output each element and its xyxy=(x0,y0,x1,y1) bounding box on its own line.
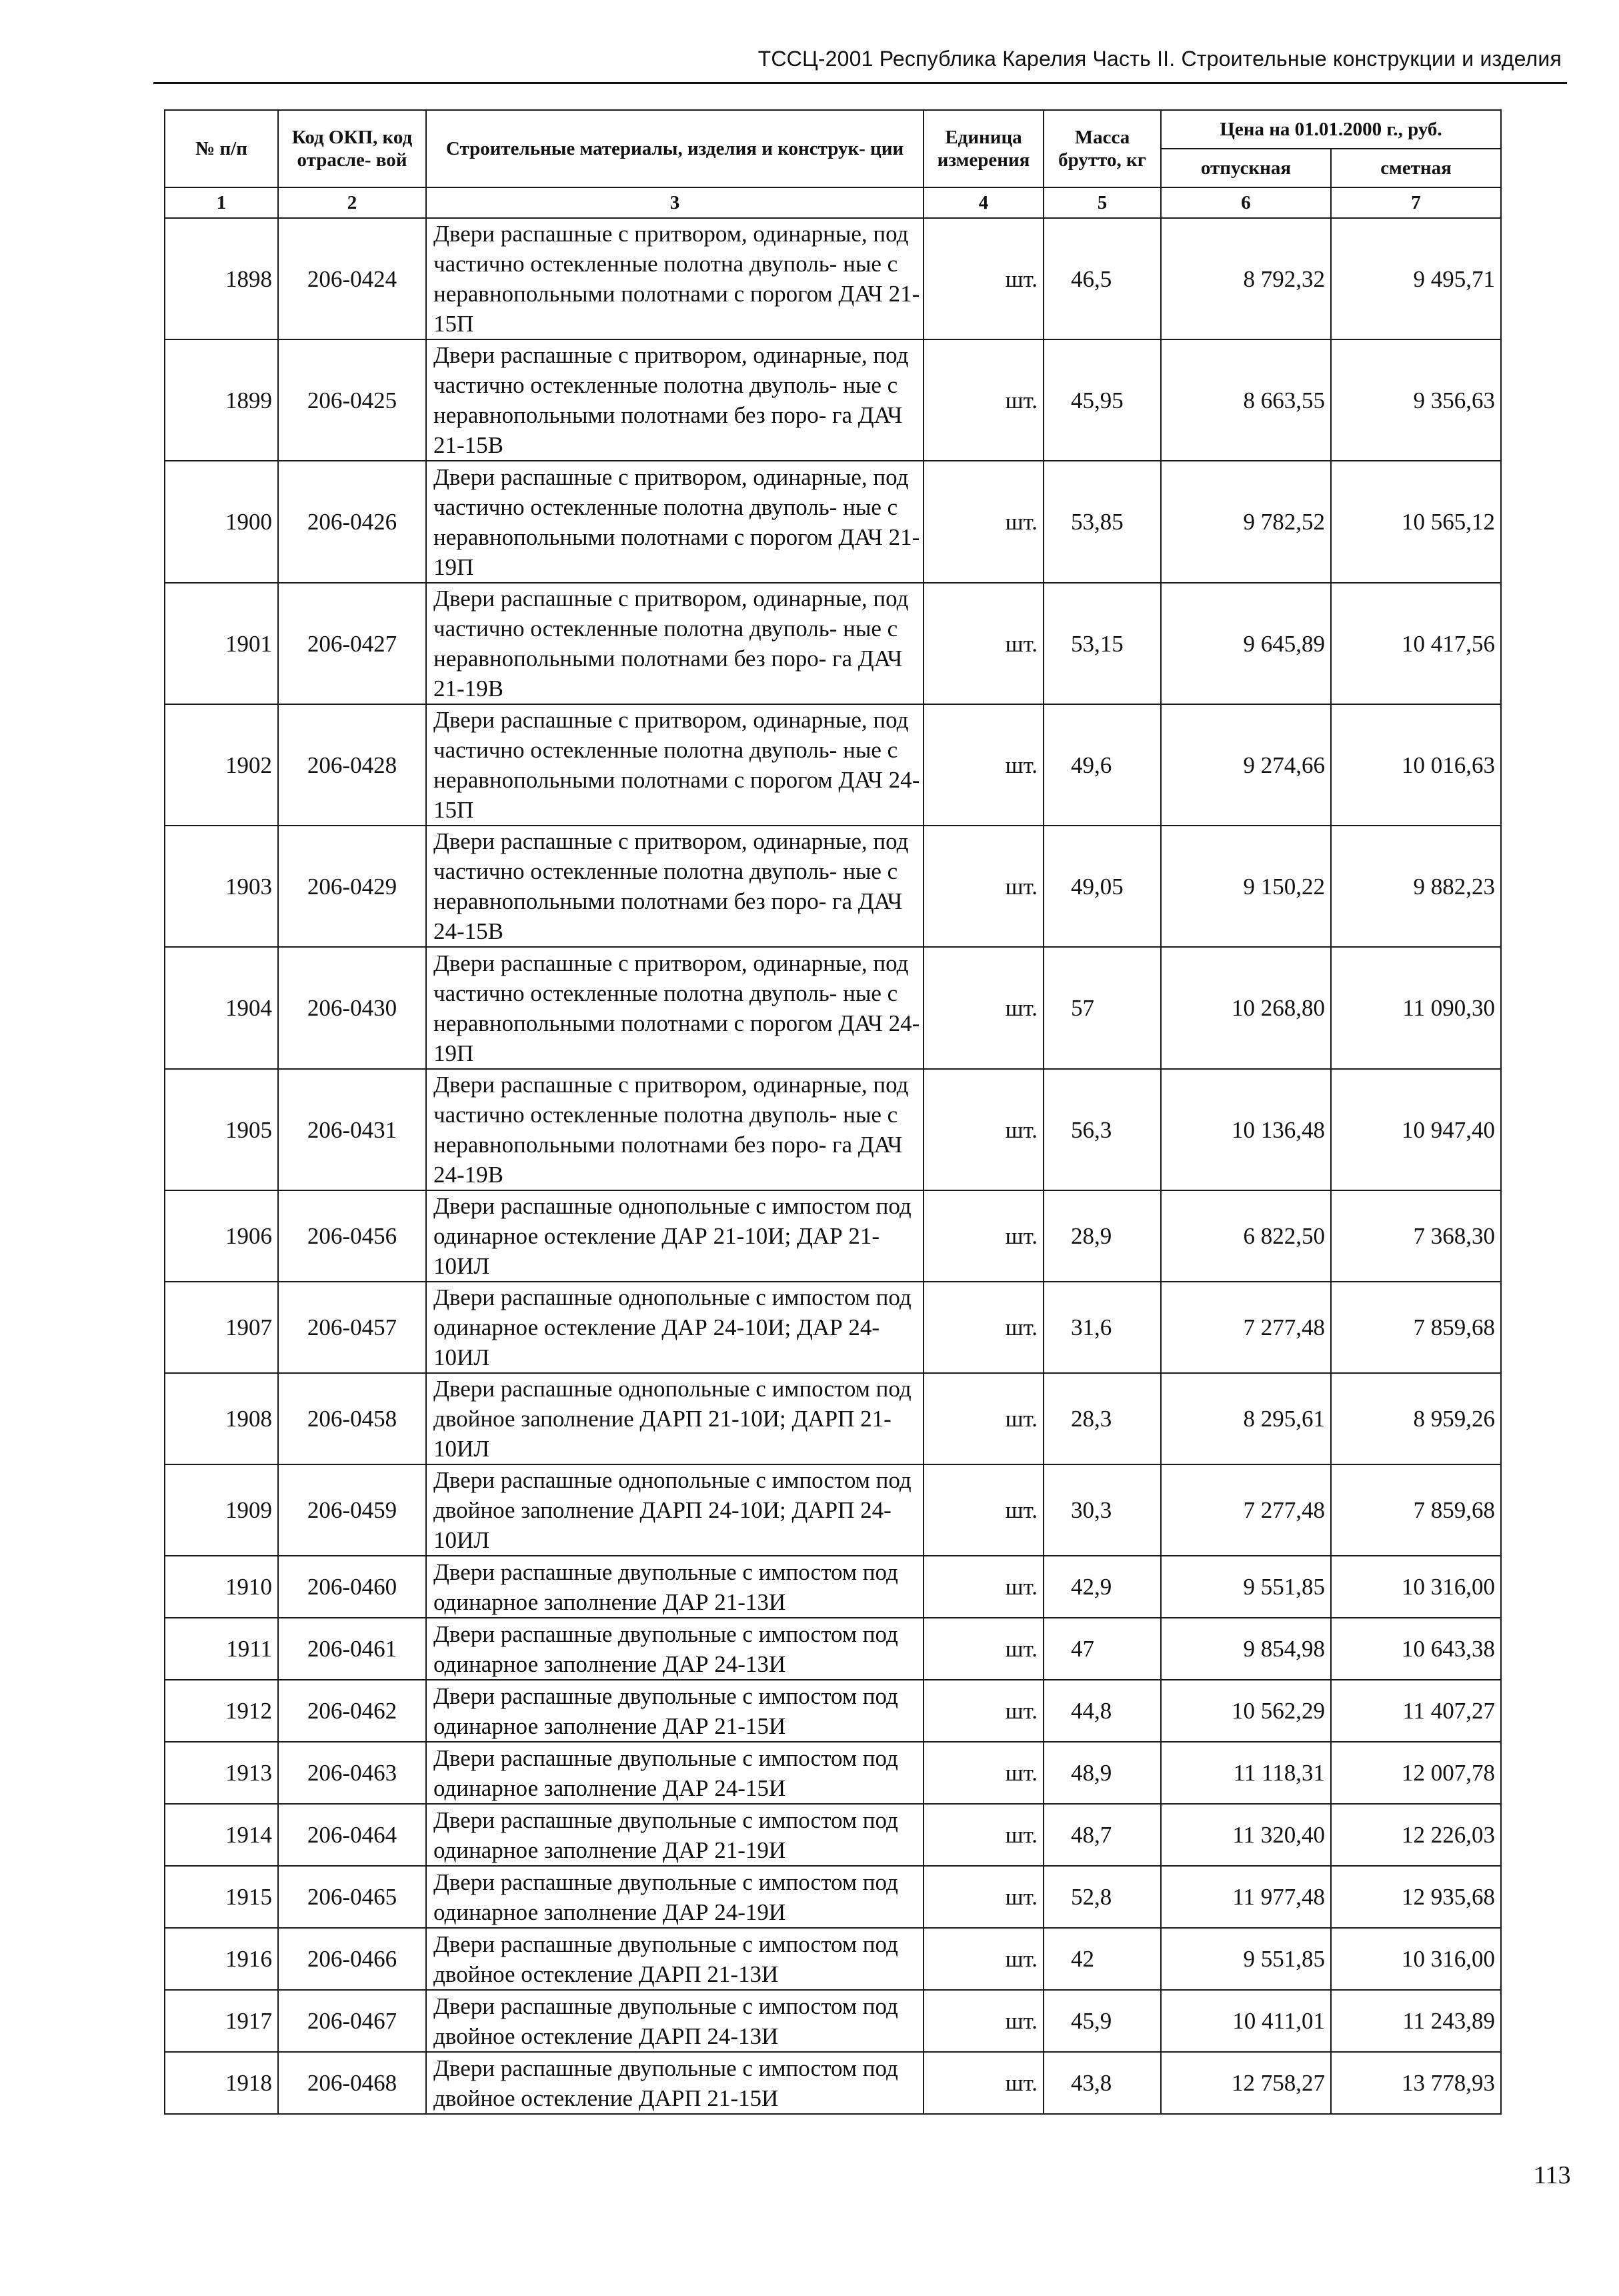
row-description: Двери распашные с притвором, одинарные, под частично остекленные полотна двуполь- ные с неравнопольными полотнами с порогом ДАЧ 21-19П xyxy=(426,461,924,583)
row-unit: шт. xyxy=(924,704,1044,826)
row-number: 1903 xyxy=(165,826,278,947)
row-mass: 30,3 xyxy=(1044,1464,1161,1556)
row-mass: 49,6 xyxy=(1044,704,1161,826)
row-price-release: 11 118,31 xyxy=(1161,1742,1331,1804)
row-mass: 28,3 xyxy=(1044,1373,1161,1464)
row-code: 206-0429 xyxy=(278,826,426,947)
row-price-estimate: 10 016,63 xyxy=(1331,704,1501,826)
column-number: 4 xyxy=(924,187,1044,218)
table-row xyxy=(165,1556,1501,1618)
table-row xyxy=(165,339,1501,461)
row-price-release: 7 277,48 xyxy=(1161,1464,1331,1556)
row-price-estimate: 13 778,93 xyxy=(1331,2052,1501,2114)
row-mass: 45,9 xyxy=(1044,1990,1161,2052)
header-unit: Единица измерения xyxy=(924,110,1044,187)
row-description: Двери распашные с притвором, одинарные, под частично остекленные полотна двуполь- ные с неравнопольными полотнами с порогом ДАЧ 21-15П xyxy=(426,218,924,339)
row-code: 206-0425 xyxy=(278,339,426,461)
row-unit: шт. xyxy=(924,1990,1044,2052)
row-price-estimate: 12 226,03 xyxy=(1331,1804,1501,1866)
row-unit: шт. xyxy=(924,1464,1044,1556)
row-unit: шт. xyxy=(924,1190,1044,1282)
row-description: Двери распашные с притвором, одинарные, под частично остекленные полотна двуполь- ные с неравнопольными полотнами с порогом ДАЧ 24-19П xyxy=(426,947,924,1069)
row-price-release: 9 274,66 xyxy=(1161,704,1331,826)
table-row xyxy=(165,1618,1501,1680)
table-row xyxy=(165,947,1501,1069)
header-rule xyxy=(153,82,1567,84)
row-mass: 46,5 xyxy=(1044,218,1161,339)
row-price-release: 11 977,48 xyxy=(1161,1866,1331,1928)
row-description: Двери распашные с притвором, одинарные, под частично остекленные полотна двуполь- ные с неравнопольными полотнами с порогом ДАЧ 24-15П xyxy=(426,704,924,826)
row-price-estimate: 10 643,38 xyxy=(1331,1618,1501,1680)
row-mass: 53,15 xyxy=(1044,583,1161,704)
row-price-estimate: 9 495,71 xyxy=(1331,218,1501,339)
row-unit: шт. xyxy=(924,1282,1044,1373)
running-header: ТССЦ-2001 Республика Карелия Часть II. Строительные конструкции и изделия xyxy=(757,47,1562,71)
table-row xyxy=(165,583,1501,704)
table-row xyxy=(165,1804,1501,1866)
row-price-release: 6 822,50 xyxy=(1161,1190,1331,1282)
row-unit: шт. xyxy=(924,1866,1044,1928)
row-unit: шт. xyxy=(924,461,1044,583)
row-price-estimate: 7 368,30 xyxy=(1331,1190,1501,1282)
row-code: 206-0457 xyxy=(278,1282,426,1373)
row-description: Двери распашные с притвором, одинарные, под частично остекленные полотна двуполь- ные с неравнопольными полотнами без поро- га ДАЧ 21-19В xyxy=(426,583,924,704)
row-description: Двери распашные с притвором, одинарные, под частично остекленные полотна двуполь- ные с неравнопольными полотнами без поро- га ДАЧ 24-19В xyxy=(426,1069,924,1190)
row-number: 1915 xyxy=(165,1866,278,1928)
row-code: 206-0467 xyxy=(278,1990,426,2052)
row-number: 1913 xyxy=(165,1742,278,1804)
row-unit: шт. xyxy=(924,583,1044,704)
row-unit: шт. xyxy=(924,826,1044,947)
row-unit: шт. xyxy=(924,947,1044,1069)
row-unit: шт. xyxy=(924,1804,1044,1866)
page-number: 113 xyxy=(1534,2161,1571,2189)
row-description: Двери распашные двупольные с импостом под одинарное заполнение ДАР 21-15И xyxy=(426,1680,924,1742)
row-number: 1900 xyxy=(165,461,278,583)
row-price-estimate: 7 859,68 xyxy=(1331,1282,1501,1373)
row-number: 1904 xyxy=(165,947,278,1069)
table-row xyxy=(165,1928,1501,1990)
row-price-estimate: 9 356,63 xyxy=(1331,339,1501,461)
column-number: 7 xyxy=(1331,187,1501,218)
row-price-release: 9 551,85 xyxy=(1161,1928,1331,1990)
row-description: Двери распашные двупольные с импостом под одинарное заполнение ДАР 24-15И xyxy=(426,1742,924,1804)
row-description: Двери распашные однопольные с импостом под одинарное остекление ДАР 24-10И; ДАР 24-10ИЛ xyxy=(426,1282,924,1373)
row-description: Двери распашные с притвором, одинарные, под частично остекленные полотна двуполь- ные с неравнопольными полотнами без поро- га ДАЧ 21-15В xyxy=(426,339,924,461)
row-unit: шт. xyxy=(924,1680,1044,1742)
header-num: № п/п xyxy=(165,110,278,187)
header-desc: Строительные материалы, изделия и конструк- ции xyxy=(426,110,924,187)
column-number: 2 xyxy=(278,187,426,218)
row-price-estimate: 10 316,00 xyxy=(1331,1556,1501,1618)
row-mass: 43,8 xyxy=(1044,2052,1161,2114)
row-description: Двери распашные двупольные с импостом под двойное остекление ДАРП 21-15И xyxy=(426,2052,924,2114)
row-number: 1911 xyxy=(165,1618,278,1680)
row-code: 206-0427 xyxy=(278,583,426,704)
row-mass: 45,95 xyxy=(1044,339,1161,461)
row-price-release: 9 782,52 xyxy=(1161,461,1331,583)
row-code: 206-0430 xyxy=(278,947,426,1069)
row-description: Двери распашные двупольные с импостом под одинарное заполнение ДАР 21-13И xyxy=(426,1556,924,1618)
row-code: 206-0460 xyxy=(278,1556,426,1618)
row-unit: шт. xyxy=(924,1928,1044,1990)
row-price-release: 12 758,27 xyxy=(1161,2052,1331,2114)
row-price-estimate: 11 407,27 xyxy=(1331,1680,1501,1742)
table-row xyxy=(165,1742,1501,1804)
row-mass: 42,9 xyxy=(1044,1556,1161,1618)
row-number: 1917 xyxy=(165,1990,278,2052)
row-mass: 49,05 xyxy=(1044,826,1161,947)
row-code: 206-0466 xyxy=(278,1928,426,1990)
row-unit: шт. xyxy=(924,1069,1044,1190)
row-unit: шт. xyxy=(924,1742,1044,1804)
row-price-estimate: 12 007,78 xyxy=(1331,1742,1501,1804)
row-price-release: 9 645,89 xyxy=(1161,583,1331,704)
row-unit: шт. xyxy=(924,1618,1044,1680)
column-number: 5 xyxy=(1044,187,1161,218)
row-code: 206-0464 xyxy=(278,1804,426,1866)
row-number: 1898 xyxy=(165,218,278,339)
header-mass: Масса брутто, кг xyxy=(1044,110,1161,187)
header-price-release: отпускная xyxy=(1161,149,1331,187)
row-price-release: 9 150,22 xyxy=(1161,826,1331,947)
row-price-release: 9 551,85 xyxy=(1161,1556,1331,1618)
table-row xyxy=(165,1069,1501,1190)
row-number: 1906 xyxy=(165,1190,278,1282)
table-row xyxy=(165,461,1501,583)
row-description: Двери распашные с притвором, одинарные, под частично остекленные полотна двуполь- ные с неравнопольными полотнами без поро- га ДАЧ 24-15В xyxy=(426,826,924,947)
row-unit: шт. xyxy=(924,339,1044,461)
table-row xyxy=(165,1373,1501,1464)
header-price-estimate: сметная xyxy=(1331,149,1501,187)
row-mass: 56,3 xyxy=(1044,1069,1161,1190)
row-mass: 52,8 xyxy=(1044,1866,1161,1928)
row-number: 1901 xyxy=(165,583,278,704)
row-price-release: 11 320,40 xyxy=(1161,1804,1331,1866)
row-price-release: 10 562,29 xyxy=(1161,1680,1331,1742)
row-mass: 48,7 xyxy=(1044,1804,1161,1866)
row-number: 1908 xyxy=(165,1373,278,1464)
row-code: 206-0456 xyxy=(278,1190,426,1282)
row-price-estimate: 10 417,56 xyxy=(1331,583,1501,704)
row-unit: шт. xyxy=(924,1556,1044,1618)
row-price-estimate: 9 882,23 xyxy=(1331,826,1501,947)
column-number: 6 xyxy=(1161,187,1331,218)
row-price-release: 8 663,55 xyxy=(1161,339,1331,461)
row-description: Двери распашные однопольные с импостом под двойное заполнение ДАРП 21-10И; ДАРП 21-10ИЛ xyxy=(426,1373,924,1464)
row-description: Двери распашные однопольные с импостом под одинарное остекление ДАР 21-10И; ДАР 21-10ИЛ xyxy=(426,1190,924,1282)
row-code: 206-0428 xyxy=(278,704,426,826)
table-body xyxy=(165,218,1501,2114)
row-unit: шт. xyxy=(924,1373,1044,1464)
header-code: Код ОКП, код отрасле- вой xyxy=(278,110,426,187)
row-code: 206-0424 xyxy=(278,218,426,339)
row-mass: 53,85 xyxy=(1044,461,1161,583)
table-row xyxy=(165,1282,1501,1373)
row-price-estimate: 7 859,68 xyxy=(1331,1464,1501,1556)
table-row xyxy=(165,218,1501,339)
row-code: 206-0458 xyxy=(278,1373,426,1464)
row-price-estimate: 12 935,68 xyxy=(1331,1866,1501,1928)
row-code: 206-0426 xyxy=(278,461,426,583)
price-table xyxy=(164,109,1502,2115)
row-number: 1918 xyxy=(165,2052,278,2114)
row-price-estimate: 11 090,30 xyxy=(1331,947,1501,1069)
row-code: 206-0461 xyxy=(278,1618,426,1680)
table-row xyxy=(165,1190,1501,1282)
header-price-group: Цена на 01.01.2000 г., руб. xyxy=(1161,110,1501,149)
column-number: 1 xyxy=(165,187,278,218)
row-mass: 57 xyxy=(1044,947,1161,1069)
row-price-estimate: 11 243,89 xyxy=(1331,1990,1501,2052)
table-row xyxy=(165,826,1501,947)
table-row xyxy=(165,1464,1501,1556)
row-price-release: 10 136,48 xyxy=(1161,1069,1331,1190)
row-number: 1916 xyxy=(165,1928,278,1990)
row-unit: шт. xyxy=(924,218,1044,339)
row-code: 206-0462 xyxy=(278,1680,426,1742)
row-price-release: 8 295,61 xyxy=(1161,1373,1331,1464)
table-row xyxy=(165,1680,1501,1742)
row-description: Двери распашные двупольные с импостом под одинарное заполнение ДАР 24-13И xyxy=(426,1618,924,1680)
row-price-estimate: 10 316,00 xyxy=(1331,1928,1501,1990)
row-description: Двери распашные двупольные с импостом под двойное остекление ДАРП 21-13И xyxy=(426,1928,924,1990)
row-price-release: 8 792,32 xyxy=(1161,218,1331,339)
row-price-release: 10 268,80 xyxy=(1161,947,1331,1069)
column-number-row xyxy=(165,187,1501,218)
row-number: 1907 xyxy=(165,1282,278,1373)
row-mass: 48,9 xyxy=(1044,1742,1161,1804)
row-code: 206-0459 xyxy=(278,1464,426,1556)
row-description: Двери распашные двупольные с импостом под одинарное заполнение ДАР 24-19И xyxy=(426,1866,924,1928)
row-price-release: 10 411,01 xyxy=(1161,1990,1331,2052)
table-row xyxy=(165,2052,1501,2114)
row-price-estimate: 8 959,26 xyxy=(1331,1373,1501,1464)
row-price-release: 9 854,98 xyxy=(1161,1618,1331,1680)
row-number: 1914 xyxy=(165,1804,278,1866)
row-mass: 28,9 xyxy=(1044,1190,1161,1282)
row-mass: 31,6 xyxy=(1044,1282,1161,1373)
row-code: 206-0463 xyxy=(278,1742,426,1804)
row-code: 206-0468 xyxy=(278,2052,426,2114)
row-description: Двери распашные двупольные с импостом под одинарное заполнение ДАР 21-19И xyxy=(426,1804,924,1866)
row-number: 1902 xyxy=(165,704,278,826)
table-row xyxy=(165,704,1501,826)
row-price-estimate: 10 565,12 xyxy=(1331,461,1501,583)
row-number: 1909 xyxy=(165,1464,278,1556)
column-number: 3 xyxy=(426,187,924,218)
row-number: 1899 xyxy=(165,339,278,461)
row-description: Двери распашные однопольные с импостом под двойное заполнение ДАРП 24-10И; ДАРП 24-10ИЛ xyxy=(426,1464,924,1556)
row-price-estimate: 10 947,40 xyxy=(1331,1069,1501,1190)
row-description: Двери распашные двупольные с импостом под двойное остекление ДАРП 24-13И xyxy=(426,1990,924,2052)
row-number: 1905 xyxy=(165,1069,278,1190)
table-row xyxy=(165,1866,1501,1928)
row-unit: шт. xyxy=(924,2052,1044,2114)
row-mass: 42 xyxy=(1044,1928,1161,1990)
row-mass: 47 xyxy=(1044,1618,1161,1680)
row-number: 1912 xyxy=(165,1680,278,1742)
row-price-release: 7 277,48 xyxy=(1161,1282,1331,1373)
row-number: 1910 xyxy=(165,1556,278,1618)
row-code: 206-0431 xyxy=(278,1069,426,1190)
row-mass: 44,8 xyxy=(1044,1680,1161,1742)
table-row xyxy=(165,1990,1501,2052)
row-code: 206-0465 xyxy=(278,1866,426,1928)
